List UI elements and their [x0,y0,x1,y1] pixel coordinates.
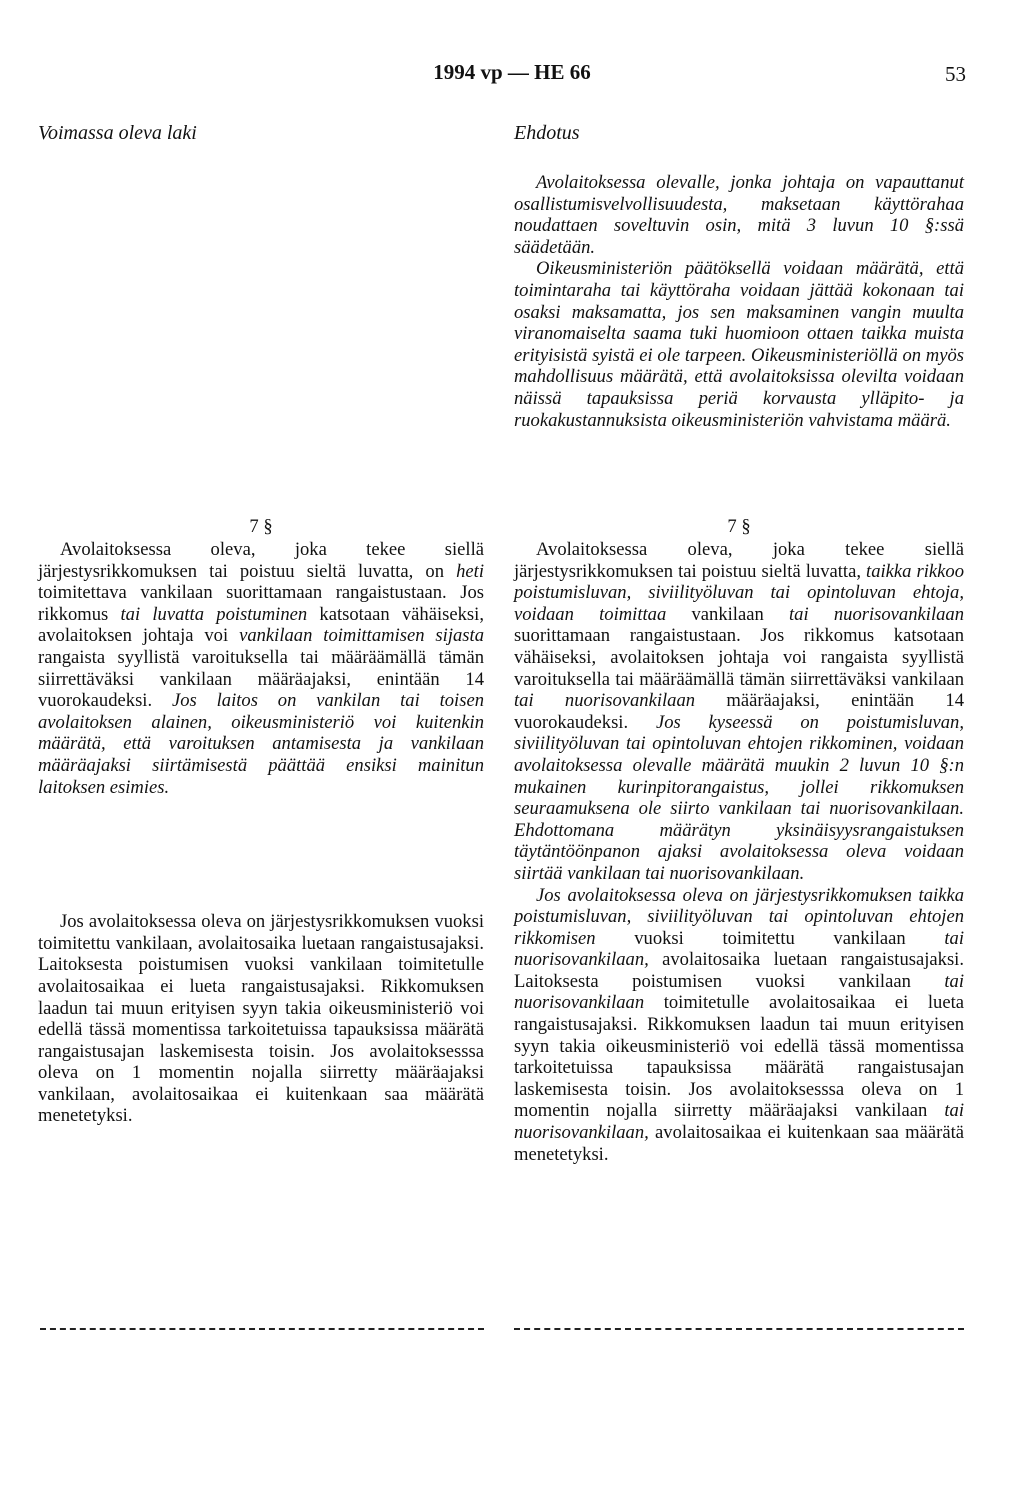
text-run: avolaitosaika luetaan rangaistusajaksi. Laitoksesta poistumisen vuoksi vankilaan [514,949,964,992]
italic-run: Jos kyseessä on poistumisluvan, siviilityöluvan tai opintoluvan ehtojen rikkominen, voidaan avolaitoksessa olevalle määrätä muukin 2 luvun 10 §:n mukainen kurinpitorangaistus, jollei rikkomuksen seuraamuksena ole siirto vankilaan tai nuorisovankilaan. Ehdottomana määrätyn yksinäisyysrangaistuksen täytäntöönpanon ajaksi avolaitoksessa oleva voidaan siirtää vankilaan tai nuorisovankilaan. [514,711,964,884]
text-run: määräajaksi, enintään 14 vuorokaudeksi. [514,690,964,733]
paragraph [514,258,964,431]
text-run: vuoksi toimitettu vankilaan [595,927,945,949]
italic-run: vankilaan toimittamisen sijasta [239,625,484,647]
italic-run: tai nuorisovankilaan, [514,927,964,971]
italic-run: Jos avolaitoksessa oleva on järjestysrikkomuksen taikka poistumisluvan, siviilityöluvan tai opintoluvan ehtojen rikkomisen [514,884,964,949]
paragraph [38,539,484,798]
italic-run: Jos laitos on vankilan tai toisen avolaitoksen alainen, oikeusministeriö voi kuitenkin määrätä, että varoituksen antamisesta ja vankilaan määräajaksi siirtämisestä päättää ensiksi mainitun laitoksen esimies. [38,690,484,798]
paragraph [38,911,484,1127]
page-number: 53 [945,62,966,86]
italic-run: Oikeusministeriön päätöksellä voidaan määrätä, että toimintaraha tai käyttöraha voidaan jättää kokonaan tai osaksi maksamatta, jos sen maksaminen vangin muulta viranomaiselta saama tuki huomioon ottaen taikka muista erityisistä syistä ei ole tarpeen. Oikeusministeriöllä on myös mahdollisuus määrätä, että avolaitoksissa olevilta voidaan näissä tapauksissa periä korvausta ylläpito- ja ruokakustannuksista oikeusministeriön vahvistama määrä. [514,258,964,431]
text-run: rangaista syyllistä varoituksella tai määräämällä tämän siirrettäväksi vankilaan määräajaksi, enintään 14 vuorokaudeksi. [38,646,484,712]
text-run: toimitetulle avolaitosaikaa ei lueta rangaistusajaksi. Rikkomuksen laadun tai muun erityisen syyn takia oikeusministeriö voi edellä tässä momentissa tarkoitetuissa tapauksissa määrätä rangaistusajan laskemisesta toisin. Jos avolaitoksesssa oleva on 1 momentin nojalla siirretty määräajaksi vankilaan [514,992,964,1122]
italic-run: tai nuorisovankilaan [514,690,696,712]
right-end-rule [514,1328,964,1330]
italic-run: tai nuorisovankilaan, [514,1100,964,1144]
italic-run: tai nuorisovankilaan [514,970,964,1014]
text-run: Avolaitoksessa oleva, joka tekee siellä järjestysrikkomuksen tai poistuu sieltä luvatta, [514,539,964,582]
document-title: 1994 vp — HE 66 [433,60,591,84]
left-end-rule [40,1328,484,1330]
italic-run: taikka rikkoo poistumisluvan, siviilityöluvan tai opintoluvan ehtoja, voidaan toimittaa [514,560,964,625]
italic-run: tai nuorisovankilaan [789,603,964,625]
right-intro-text [514,172,964,431]
text-run: katsotaan vähäiseksi, avolaitoksen johtaja voi [38,603,484,647]
text-run: avolaitosaikaa ei kuitenkaan saa määrätä menetetyksi. [514,1122,964,1165]
section-heading: 7 § [249,516,273,537]
italic-run: heti [456,560,484,582]
text-run: suorittamaan rangaistustaan. Jos rikkomus katsotaan vähäiseksi, avolaitoksen johtaja voi rangaista syyllistä varoituksella tai määräämällä tämän siirrettäväksi vankilaan [514,625,964,690]
italic-run: tai luvatta poistuminen [120,603,308,625]
text-run: toimitettava vankilaan suorittamaan rangaistustaan. Jos rikkomus [38,582,484,625]
paragraph [514,172,964,258]
running-header [0,60,1024,100]
text-run: Avolaitoksessa oleva, joka tekee siellä järjestysrikkomuksen tai poistuu sieltä luvatta, on [38,539,484,582]
italic-run: Avolaitoksessa olevalle, jonka johtaja on vapauttanut osallistumisvelvollisuudesta, maksetaan käyttörahaa noudattaen soveltuvin osin, mitä 3 luvun 10 §:ssä säädetään. [514,172,964,258]
text-run: vankilaan [666,603,789,625]
text-run: Jos avolaitoksessa oleva on järjestysrikkomuksen vuoksi toimitettu vankilaan, avolaitosaika luetaan rangaistusajaksi. Laitoksesta poistumisen vuoksi vankilaan toimitetulle avolaitosaikaa ei lueta rangaistusajaksi. Rikkomuksen laadun tai muun erityisen syyn takia oikeusministeriö voi edellä tässä momentissa tarkoitetuissa tapauksissa määrätä rangaistusajan laskemisesta toisin. Jos avolaitoksesssa oleva on 1 momentin nojalla siirretty määräajaksi vankilaan, avolaitosaikaa ei kuitenkaan saa määrätä menetetyksi. [38,911,484,1127]
paragraph [514,539,964,885]
right-column-heading: Ehdotus [514,122,580,144]
paragraph [514,885,964,1166]
left-section-7 [38,515,484,1127]
left-column-heading: Voimassa oleva laki [38,122,197,144]
section-heading: 7 § [727,516,751,537]
right-section-7 [514,515,964,1165]
